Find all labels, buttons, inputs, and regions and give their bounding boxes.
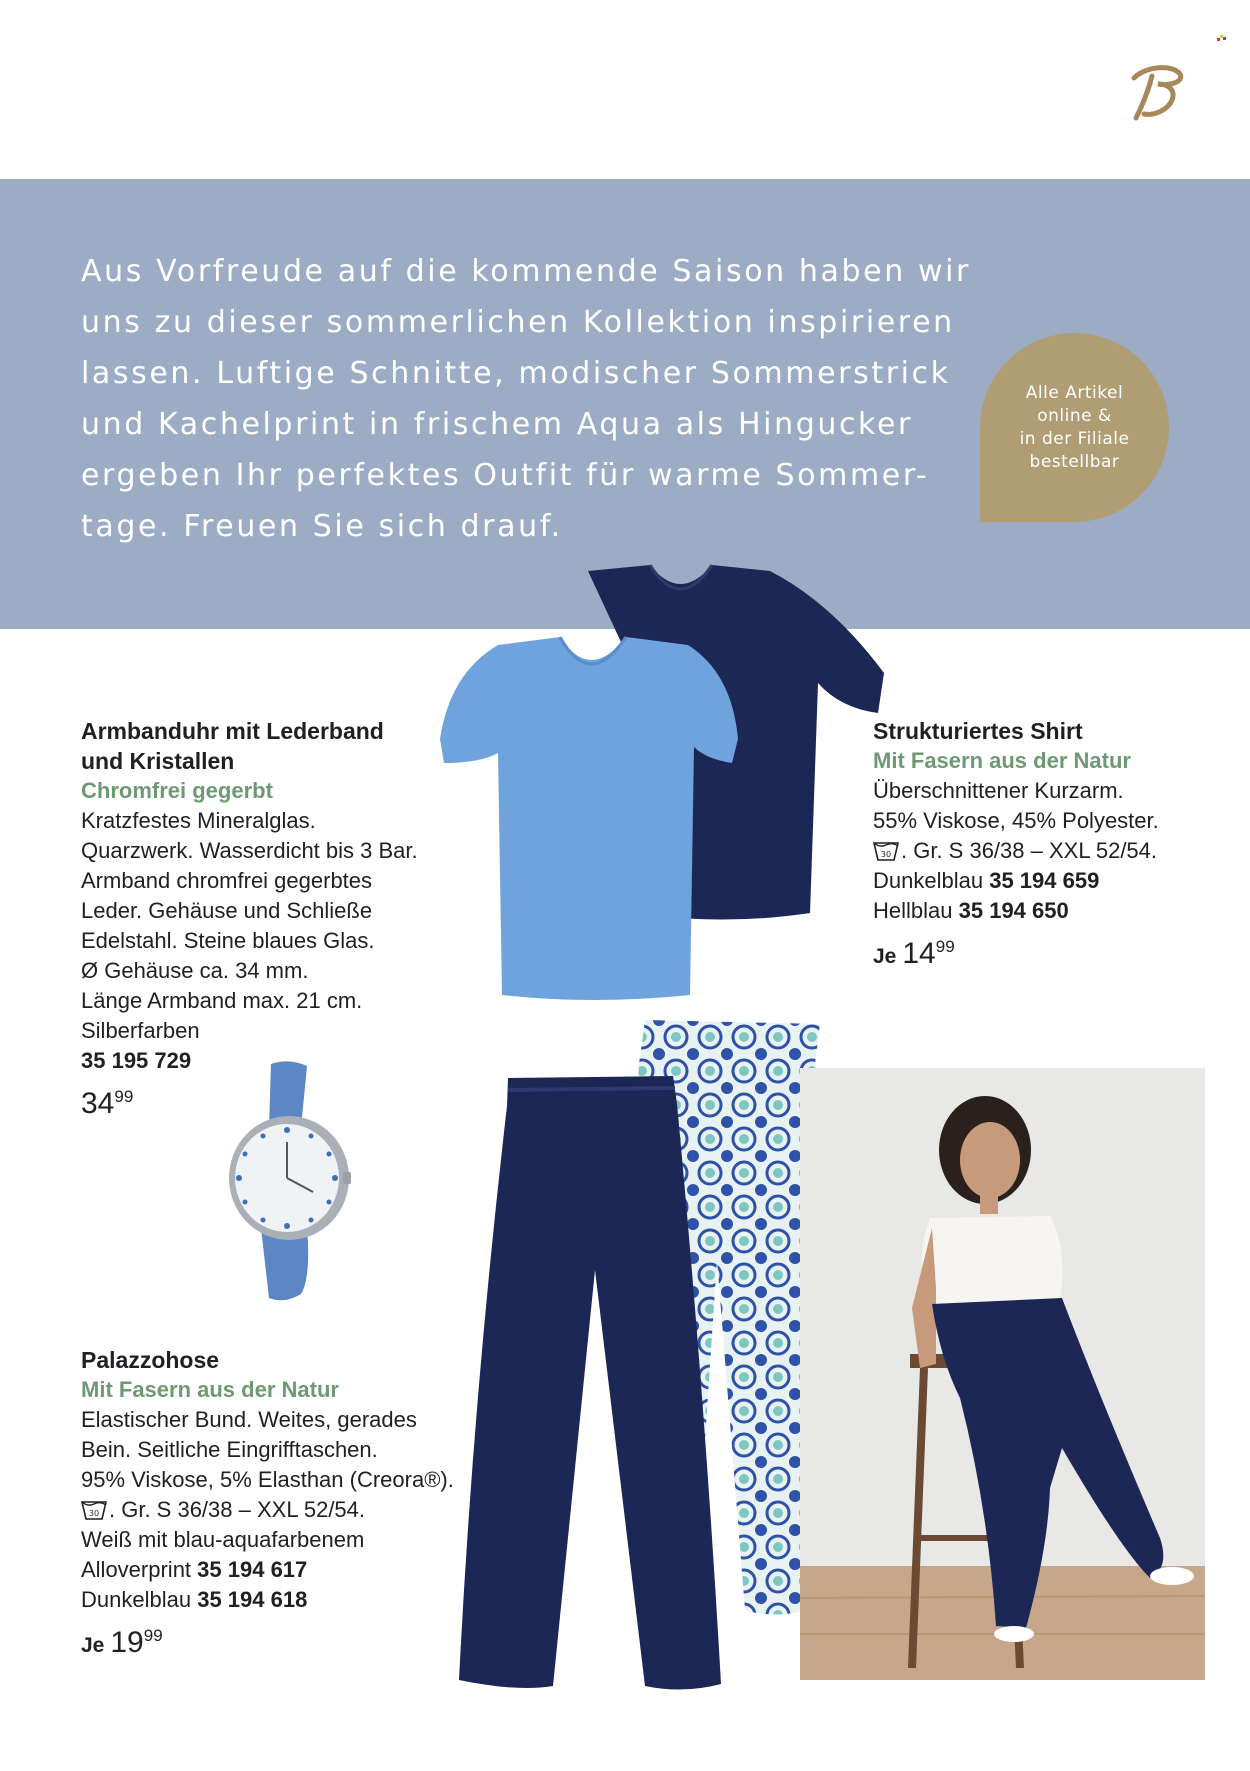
wash-30-icon — [873, 841, 899, 861]
price-main: 19 — [110, 1626, 144, 1659]
price — [81, 1621, 454, 1661]
intro-line: tage. Freuen Sie sich drauf. — [81, 509, 563, 544]
product-desc: Leder. Gehäuse und Schließe — [81, 898, 373, 923]
price-cents: 99 — [114, 1087, 134, 1106]
variant — [873, 896, 1159, 926]
price-main: 14 — [902, 937, 936, 970]
size-info — [81, 1495, 454, 1525]
model-photo[interactable] — [800, 1068, 1205, 1680]
price — [873, 932, 1159, 972]
article-number: 35 194 618 — [197, 1587, 308, 1612]
variant-color: Hellblau — [873, 898, 953, 923]
article-number: 35 194 650 — [958, 898, 1069, 923]
tchibo-logo-icon[interactable] — [1128, 62, 1184, 122]
variant-color: Dunkelblau — [81, 1587, 192, 1612]
product-desc: Weiß mit blau-aquafarbenem — [81, 1527, 365, 1552]
size-range: . Gr. S 36/38 – XXL 52/54. — [901, 838, 1158, 863]
price-cents: 99 — [143, 1626, 163, 1645]
badge-line: Alle Artikel — [1025, 382, 1124, 403]
product-desc: Armband chromfrei gegerbtes — [81, 868, 373, 893]
product-desc: Überschnittener Kurzarm. — [873, 778, 1124, 803]
product-desc: Bein. Seitliche Eingrifftaschen. — [81, 1437, 378, 1462]
price-prefix: Je — [873, 945, 897, 968]
product-desc: Kratzfestes Mineralglas. — [81, 808, 316, 833]
color-marks-icon — [1217, 34, 1227, 42]
watch-image[interactable] — [215, 1058, 355, 1308]
article-number: 35 195 729 — [81, 1048, 192, 1073]
intro-line: uns zu dieser sommerlichen Kollektion inspirieren — [81, 305, 955, 340]
product-desc: Ø Gehäuse ca. 34 mm. — [81, 958, 309, 983]
wash-30-icon — [81, 1500, 107, 1520]
product-desc: Silberfarben — [81, 1018, 200, 1043]
product-desc: Quarzwerk. Wasserdicht bis 3 Bar. — [81, 838, 418, 863]
product-title: und Kristallen — [81, 748, 235, 774]
product-desc: 95% Viskose, 5% Elasthan (Creora®). — [81, 1467, 454, 1492]
intro-line: und Kachelprint in frischem Aqua als Hingucker — [81, 407, 913, 442]
price-main: 34 — [81, 1087, 115, 1120]
article-number: 35 194 617 — [197, 1557, 308, 1582]
product-subtitle: Mit Fasern aus der Natur — [81, 1377, 339, 1402]
product-desc: Edelstahl. Steine blaues Glas. — [81, 928, 375, 953]
badge-line: bestellbar — [1029, 451, 1120, 472]
pants-product — [81, 1345, 454, 1661]
variant-color: Alloverprint — [81, 1557, 192, 1582]
shirt-product — [873, 716, 1159, 972]
badge-line: online & — [1037, 405, 1112, 426]
badge-line: in der Filiale — [1019, 428, 1130, 449]
product-title: Armbanduhr mit Lederband — [81, 718, 384, 744]
price-cents: 99 — [935, 937, 955, 956]
variant — [873, 866, 1159, 896]
article-number: 35 194 659 — [989, 868, 1100, 893]
variant — [81, 1585, 454, 1615]
pants-image[interactable] — [455, 1020, 830, 1700]
size-info — [873, 836, 1159, 866]
product-title: Strukturiertes Shirt — [873, 718, 1083, 744]
product-subtitle: Chromfrei gegerbt — [81, 778, 273, 803]
variant-color: Dunkelblau — [873, 868, 984, 893]
size-range: . Gr. S 36/38 – XXL 52/54. — [109, 1497, 366, 1522]
variant — [81, 1555, 454, 1585]
shirt-image[interactable] — [440, 563, 890, 1003]
product-title: Palazzohose — [81, 1347, 220, 1373]
intro-text — [81, 246, 971, 552]
intro-line: lassen. Luftige Schnitte, modischer Sommerstrick — [81, 356, 951, 391]
product-subtitle: Mit Fasern aus der Natur — [873, 748, 1131, 773]
care-label: 30 — [880, 850, 892, 859]
product-desc: Elastischer Bund. Weites, gerades — [81, 1407, 417, 1432]
product-desc: Länge Armband max. 21 cm. — [81, 988, 363, 1013]
care-label: 30 — [88, 1509, 100, 1518]
intro-line: Aus Vorfreude auf die kommende Saison haben wir — [81, 254, 971, 289]
intro-line: ergeben Ihr perfektes Outfit für warme Sommer- — [81, 458, 930, 493]
availability-badge — [980, 333, 1169, 522]
product-desc: 55% Viskose, 45% Polyester. — [873, 808, 1159, 833]
price-prefix: Je — [81, 1634, 105, 1657]
